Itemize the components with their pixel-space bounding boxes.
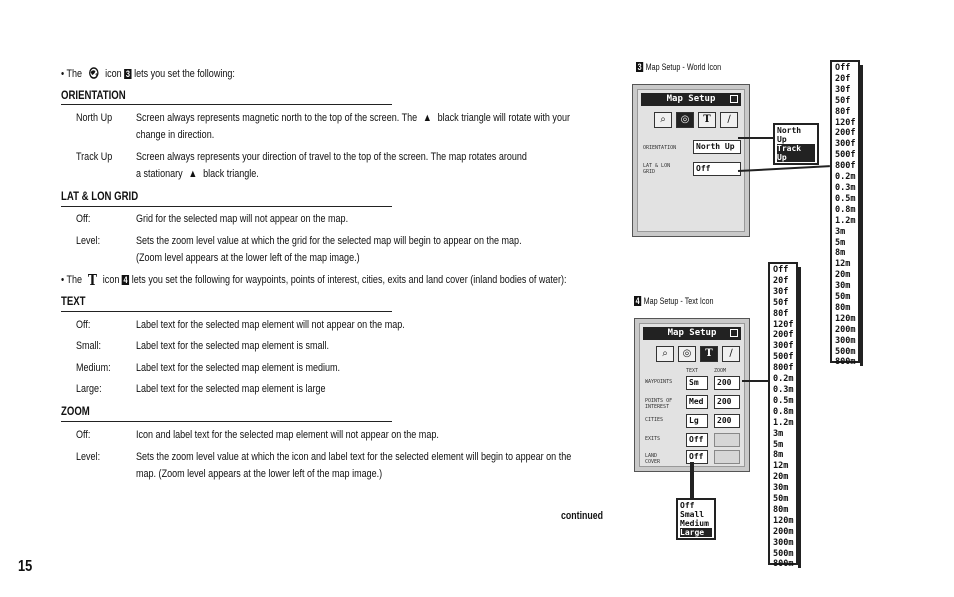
def-track-up-line1: Screen always represents your direction of travel to the top of the screen. The map rotates around: [136, 151, 527, 163]
fig4-zoom-connector: [742, 380, 768, 382]
fig3-orientation-label: ORIENTATION: [643, 145, 677, 151]
fig4-text-field[interactable]: Off: [686, 433, 708, 447]
world-icon[interactable]: ◎: [678, 346, 696, 362]
zoom-level-item[interactable]: 8m: [773, 450, 784, 461]
text-heading: TEXT: [61, 294, 86, 308]
popup-track-up[interactable]: Track Up: [777, 144, 815, 162]
zoom-level-item[interactable]: 80m: [773, 504, 789, 515]
fig3-screen: [632, 84, 750, 237]
popup-small[interactable]: Small: [680, 510, 705, 519]
zoom-rule: [61, 421, 392, 422]
orientation-rule: [61, 104, 392, 105]
world-icon: [88, 67, 99, 79]
zoom-level-item[interactable]: 12m: [835, 259, 851, 270]
zoom-level-item[interactable]: 120m: [773, 515, 794, 526]
line-icon[interactable]: ∕: [722, 346, 740, 362]
fig3-latlon-field[interactable]: Off: [693, 162, 741, 176]
def-zoom-off: Icon and label text for the selected map element will not appear on the map.: [136, 429, 439, 441]
def-zoom-level-line1: Sets the zoom level value at which the icon and label text for the selected element will begin to appear on the: [136, 451, 572, 463]
fig4-text-field[interactable]: Lg: [686, 414, 708, 428]
magnifier-icon[interactable]: ⌕: [656, 346, 674, 362]
term-track-up: Track Up: [76, 151, 113, 163]
term-text-medium: Medium:: [76, 362, 111, 374]
def-track-up-line2: a stationary ▲ black triangle.: [136, 168, 259, 180]
zoom-level-item[interactable]: 0.2m: [773, 374, 794, 385]
zoom-level-item[interactable]: Off: [773, 265, 789, 275]
term-text-small: Small:: [76, 340, 102, 352]
zoom-level-item[interactable]: 800f: [773, 363, 794, 374]
term-text-off: Off:: [76, 319, 91, 331]
zoom-level-item[interactable]: 500f: [773, 352, 794, 363]
term-zoom-level: Level:: [76, 451, 101, 463]
zoom-level-item[interactable]: 200f: [773, 330, 794, 341]
zoom-level-item[interactable]: 5m: [773, 439, 784, 450]
zoom-level-item[interactable]: Off: [835, 63, 851, 73]
zoom-level-item[interactable]: 800f: [835, 161, 856, 172]
latlon-heading: LAT & LON GRID: [61, 189, 139, 203]
fig3-icon-bar: [654, 112, 738, 128]
fig4-icon-bar: [656, 346, 740, 362]
fig4-text-connector: [690, 462, 694, 498]
zoom-level-item[interactable]: 50f: [835, 95, 851, 106]
fig4-col-text: TEXT: [686, 368, 699, 374]
fig4-titlebar: Map Setup: [643, 327, 741, 340]
zoom-level-item[interactable]: 800m: [835, 357, 856, 368]
fig4-row-label: EXITS: [645, 436, 661, 442]
zoom-level-item[interactable]: 200f: [835, 128, 856, 139]
zoom-level-item[interactable]: 30m: [773, 483, 789, 494]
fig4-screen: [634, 318, 750, 472]
fig4-text-field[interactable]: Med: [686, 395, 708, 409]
term-latlon-off: Off:: [76, 213, 91, 225]
zoom-level-item[interactable]: 200m: [835, 324, 856, 335]
fig3-orientation-popup: [773, 123, 819, 165]
intro-world-icon-line: • The icon 3 lets you set the following:: [61, 68, 235, 80]
fig4-col-zoom: ZOOM: [714, 368, 727, 374]
zoom-level-item[interactable]: 50f: [773, 297, 789, 308]
fig3-latlon-label-1: LAT & LON: [643, 163, 671, 169]
zoom-level-item[interactable]: 120f: [835, 117, 856, 128]
fig4-zoom-field[interactable]: 200: [714, 395, 740, 409]
zoom-level-item[interactable]: 12m: [773, 461, 789, 472]
zoom-level-item[interactable]: 1.2m: [835, 215, 856, 226]
text-rule: [61, 311, 392, 312]
fig4-text-field[interactable]: Off: [686, 450, 708, 464]
fig3-titlebar: Map Setup: [641, 93, 741, 106]
zoom-levels-list-a: [830, 60, 860, 368]
zoom-level-item[interactable]: 200m: [773, 526, 794, 537]
term-text-large: Large:: [76, 383, 102, 395]
latlon-rule: [61, 206, 392, 207]
zoom-level-item[interactable]: 5m: [835, 237, 846, 248]
zoom-level-item[interactable]: 3m: [835, 226, 846, 237]
orientation-heading: ORIENTATION: [61, 88, 126, 102]
world-icon[interactable]: ◎: [676, 112, 694, 128]
zoom-level-item[interactable]: 0.2m: [835, 172, 856, 183]
zoom-level-item[interactable]: 300m: [835, 335, 856, 346]
zoom-levels-list-b: [768, 262, 798, 570]
zoom-level-item[interactable]: 0.8m: [773, 406, 794, 417]
zoom-level-item[interactable]: 50m: [773, 494, 789, 505]
text-t-icon: T: [87, 271, 98, 289]
def-latlon-level-line2: (Zoom level appears at the lower left of the map image.): [136, 252, 360, 264]
zoom-level-item[interactable]: 300f: [773, 341, 794, 352]
fig4-row-label: LAND: [645, 453, 658, 459]
zoom-level-item[interactable]: 80m: [835, 302, 851, 313]
fig4-zoom-field[interactable]: 200: [714, 414, 740, 428]
fig4-text-field[interactable]: Sm: [686, 376, 708, 390]
def-text-off: Label text for the selected map element will not appear on the map.: [136, 319, 405, 331]
popup-large[interactable]: Large: [680, 528, 712, 537]
def-text-small: Label text for the selected map element is small.: [136, 340, 330, 352]
black-triangle-icon: ▲: [188, 168, 198, 180]
zoom-level-item[interactable]: 500m: [835, 346, 856, 357]
zoom-level-item[interactable]: 500m: [773, 548, 794, 559]
zoom-level-item[interactable]: 8m: [835, 248, 846, 259]
fig4-row-label: WAYPOINTS: [645, 379, 673, 385]
zoom-level-item[interactable]: 0.8m: [835, 204, 856, 215]
text-t-icon[interactable]: T: [698, 112, 716, 128]
zoom-level-item[interactable]: 30m: [835, 281, 851, 292]
zoom-level-item[interactable]: 300m: [773, 537, 794, 548]
def-north-up-line1: Screen always represents magnetic north to the top of the screen. The ▲ black triangle will rotate with your: [136, 112, 570, 124]
def-text-large: Label text for the selected map element is large: [136, 383, 326, 395]
continued-label: continued: [561, 510, 604, 522]
black-triangle-icon: ▲: [422, 112, 432, 124]
fig3-latlon-label-2: GRID: [643, 169, 656, 175]
term-zoom-off: Off:: [76, 429, 91, 441]
fig4-text-size-popup: [676, 498, 716, 540]
zoom-level-item[interactable]: 300f: [835, 139, 856, 150]
zoom-level-item[interactable]: 800m: [773, 559, 794, 570]
figure-ref-3: 3: [125, 69, 130, 79]
fig4-zoom-field[interactable]: 200: [714, 376, 740, 390]
window-icon: [730, 329, 738, 337]
fig4-row-label: POINTS OF: [645, 398, 673, 404]
popup-north-up[interactable]: North Up: [777, 126, 802, 144]
window-icon: [730, 95, 738, 103]
zoom-level-item[interactable]: 20m: [835, 270, 851, 281]
def-north-up-line2: change in direction.: [136, 129, 215, 141]
zoom-level-item[interactable]: 80f: [773, 308, 789, 319]
page-number: 15: [18, 558, 33, 575]
zoom-level-item[interactable]: 30f: [835, 84, 851, 95]
fig4-caption: 4 Map Setup - Text Icon: [635, 296, 714, 306]
fig4-row-label-2: COVER: [645, 459, 661, 465]
term-north-up: North Up: [76, 112, 113, 124]
line-icon[interactable]: ∕: [720, 112, 738, 128]
zoom-level-item[interactable]: 120m: [835, 313, 856, 324]
def-text-medium: Label text for the selected map element is medium.: [136, 362, 341, 374]
fig4-zoom-field[interactable]: [714, 433, 740, 447]
zoom-level-item[interactable]: 30f: [773, 286, 789, 297]
zoom-level-item[interactable]: 500f: [835, 150, 856, 161]
zoom-level-item[interactable]: 1.2m: [773, 417, 794, 428]
zoom-level-item[interactable]: 0.3m: [773, 384, 794, 395]
fig4-zoom-field[interactable]: [714, 450, 740, 464]
def-latlon-off: Grid for the selected map will not appear on the map.: [136, 213, 349, 225]
popup-medium[interactable]: Medium: [680, 519, 709, 528]
zoom-level-item[interactable]: 0.5m: [773, 395, 794, 406]
fig3-caption: 3 Map Setup - World Icon: [637, 62, 722, 72]
zoom-level-item[interactable]: 80f: [835, 106, 851, 117]
magnifier-icon[interactable]: ⌕: [654, 112, 672, 128]
fig3-orientation-connector: [738, 137, 774, 139]
def-latlon-level-line1: Sets the zoom level value at which the grid for the selected map will begin to appear on the map.: [136, 235, 522, 247]
zoom-level-item[interactable]: 50m: [835, 292, 851, 303]
fig3-latlon-connector: [738, 165, 830, 172]
zoom-level-item[interactable]: 0.3m: [835, 182, 856, 193]
fig3-orientation-field[interactable]: North Up: [693, 140, 741, 154]
popup-off[interactable]: Off: [680, 501, 695, 510]
zoom-level-item[interactable]: 20f: [835, 73, 851, 84]
fig4-row-label: CITIES: [645, 417, 664, 423]
zoom-level-item[interactable]: 3m: [773, 428, 784, 439]
fig4-row-label-2: INTEREST: [645, 404, 670, 410]
zoom-level-item[interactable]: 20m: [773, 472, 789, 483]
zoom-level-item[interactable]: 0.5m: [835, 193, 856, 204]
figure-ref-4: 4: [123, 275, 128, 285]
term-latlon-level: Level:: [76, 235, 101, 247]
def-zoom-level-line2: map. (Zoom level appears at the lower left of the map image.): [136, 468, 383, 480]
intro-text-icon-line: • The T icon 4 lets you set the following for waypoints, points of interest, cities, exits and land cover (inland bodies of water):: [61, 271, 567, 289]
zoom-level-item[interactable]: 20f: [773, 275, 789, 286]
text-t-icon[interactable]: T: [700, 346, 718, 362]
zoom-heading: ZOOM: [61, 404, 90, 418]
zoom-level-item[interactable]: 120f: [773, 319, 794, 330]
